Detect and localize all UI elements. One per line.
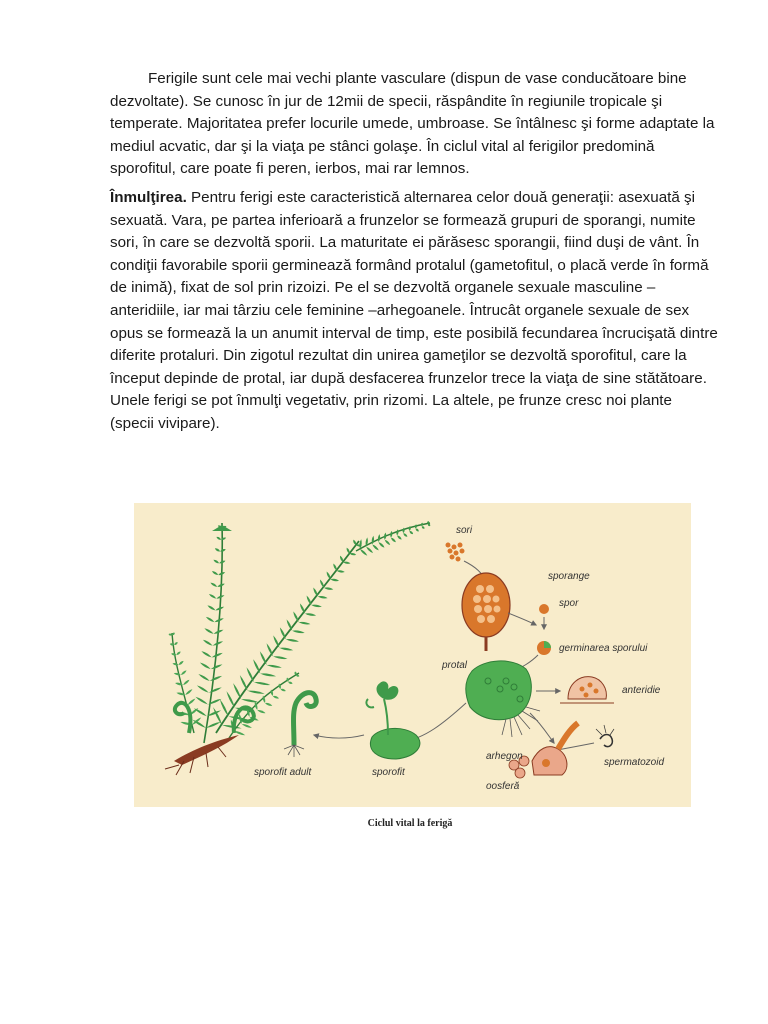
label-protal: protal <box>442 660 468 671</box>
label-arhegon: arhegon <box>486 751 523 762</box>
sporange-illustration <box>462 571 590 651</box>
fern-pinna <box>210 583 217 587</box>
fern-pinna <box>287 619 293 630</box>
fern-pinna <box>172 663 178 665</box>
fern-pinna <box>248 691 265 694</box>
figure-caption: Ciclul vital la ferigă <box>367 818 453 829</box>
label-sori: sori <box>456 525 473 536</box>
spor-illustration <box>539 598 579 629</box>
fern-pinna <box>340 556 343 563</box>
fern-pinna <box>279 648 293 651</box>
fern-pinna <box>204 628 213 634</box>
fern-pinna <box>203 640 213 646</box>
anteridie-illustration <box>560 677 661 703</box>
fern-pinna <box>233 683 241 699</box>
fern-pinna <box>333 564 337 571</box>
fern-pinna <box>200 663 211 670</box>
fern-pinna <box>327 572 331 580</box>
fern-pinna <box>378 534 380 542</box>
fern-pinna <box>337 570 345 572</box>
fern-pinna <box>300 603 305 613</box>
life-cycle-diagram <box>134 503 691 807</box>
fern-pinna <box>201 651 211 657</box>
fern-pinna <box>353 540 356 545</box>
fern-pinna <box>176 652 180 655</box>
sori-illustration <box>446 525 487 581</box>
fern-pinna <box>343 562 350 564</box>
fern-pinna <box>226 691 234 708</box>
fern-pinna <box>402 528 404 534</box>
fern-pinna <box>174 673 181 676</box>
fern-pinna <box>181 670 187 675</box>
fern-pinna <box>299 622 311 625</box>
fern-pinna <box>422 526 425 529</box>
fern-pinna <box>384 533 386 540</box>
fern-pinna <box>197 685 209 692</box>
fern-pinna <box>293 611 298 622</box>
label-oosfera: oosferă <box>486 781 520 792</box>
fern-pinna <box>324 587 333 589</box>
paragraph-reproduction <box>110 187 720 436</box>
fern-pinna <box>174 642 177 645</box>
fern-pinna <box>428 524 430 526</box>
fern-pinna <box>218 572 225 575</box>
fern-pinna <box>242 724 252 728</box>
fern-pinna <box>288 682 292 684</box>
fern-pinna <box>372 544 378 550</box>
fern-pinna <box>320 579 324 587</box>
fern-pinna <box>265 703 272 706</box>
fern-pinna <box>217 584 224 587</box>
arrow-to-adult <box>314 735 364 738</box>
fern-pinna <box>379 542 385 548</box>
fern-pinna <box>330 579 339 581</box>
fern-pinna <box>421 523 423 527</box>
fern-pinna <box>281 689 286 692</box>
fern-pinna <box>240 675 248 691</box>
fern-pinna <box>307 595 312 605</box>
fern-pinna <box>273 696 279 699</box>
label-sporofit: sporofit <box>372 767 405 778</box>
fern-pinna <box>273 656 287 659</box>
section-heading: Înmulţirea. <box>110 188 187 206</box>
fern-pinna <box>347 548 350 554</box>
fern-pinna <box>260 673 276 676</box>
label-spermatozoid: spermatozoid <box>604 757 665 768</box>
fern-pinna <box>286 639 299 642</box>
fern-pinna <box>213 707 222 725</box>
fern-pinna <box>267 643 274 656</box>
fern-pinna <box>247 667 254 682</box>
fern-pinna <box>403 533 407 537</box>
fern-pinna <box>210 676 222 681</box>
paragraph-intro: Ferigile sunt cele mai vechi plante vasculare (dispun de vase conducătoare bine dezvoltate). Se cunosc în jur de 12mii de specii, răspândite în regiunile tropicale şi temperate. Majoritatea prefer locurile umede, umbroase. Se întâlnesc şi forme adaptate la mediul acvatic, dar şi la viaţa pe stânci golaşe. În ciclul vital al ferigilor predomină sporofitul, care poate fi peren, ierbos, mai rar lemnos. <box>110 70 715 178</box>
fern-pinna <box>209 687 222 692</box>
fern-pinna <box>385 540 390 545</box>
fern-pinna <box>409 531 413 534</box>
paragraph-reproduction-text: Pentru ferigi este caracteristică alternarea celor două generaţii: asexuată şi sexuată. Vara, pe partea inferioară a frunzelor se formează grupuri de sporangi, numite sori, în care se dezvoltă sporii. La maturitate ei părăsesc sporangii, fiind duşi de vânt. În condiţii favorabile sporii germinează formând protalul (gametofitul, o placă verde în formă de inimă), fixat de sol prin rizoizi. Pe el se dezvoltă organele sexuale masculine – anteridiile, iar mai târziu cele feminine –arhegoanele. Întrucât organele sexuale de sex opus se formează la un anumit interval de timp, este posibilă fecundarea încrucişată dintre diferite protaluri. Din zigotul rezultat din unirea gameţilor se dezvoltă sporofitul, care la început depinde de protal, iar după desfacerea frunzelor trece la viaţa de sine stătătoare. Unele ferigi se pot înmulţi vegetativ, prin rizomi. La altele, pe frunze cresc noi plante (specii vivipare). <box>110 188 718 432</box>
fern-pinna <box>212 653 223 658</box>
fern-pinna <box>292 630 304 633</box>
fern-pinna <box>220 549 226 552</box>
fern-pinna <box>396 529 398 535</box>
fern-life-cycle-figure <box>134 503 691 807</box>
label-sporange: sporange <box>548 571 590 582</box>
fern-pinna <box>212 571 218 575</box>
fern-pinna <box>213 560 219 564</box>
fern-pinna <box>241 699 259 702</box>
fern-pinna <box>209 594 216 599</box>
fern-pinna <box>198 674 209 681</box>
fern-pinna <box>296 675 299 677</box>
fern-pinna <box>253 659 260 673</box>
fern-pinna <box>206 617 215 622</box>
fern-pinna <box>211 664 223 669</box>
document-body <box>110 68 720 442</box>
fern-pinna <box>206 722 221 728</box>
fern-pinna <box>416 529 419 532</box>
fern-pinna <box>179 661 184 665</box>
fern-pinna <box>390 531 392 538</box>
fern-pinna <box>207 605 215 610</box>
spore-germination-illustration <box>514 641 648 671</box>
fern-pinna <box>185 689 192 695</box>
fern-pinna <box>254 682 270 685</box>
fern-pinna <box>313 587 317 596</box>
fern-pinna <box>171 653 176 655</box>
fern-pinna <box>294 672 296 675</box>
fern-pinna <box>257 710 265 713</box>
large-fern-illustration <box>165 523 362 775</box>
young-sporofit-illustration <box>366 681 420 778</box>
arhegon-illustration <box>486 723 578 792</box>
fern-pinna <box>216 537 221 540</box>
fern-pinna <box>280 627 286 639</box>
label-germinarea: germinarea sporului <box>559 643 648 654</box>
fern-pinna <box>267 665 282 668</box>
fern-pinna <box>273 635 279 648</box>
fern-pinna <box>311 605 322 608</box>
fern-pinna <box>350 553 357 555</box>
adult-sporofit-illustration <box>254 693 316 778</box>
label-anteridie: anteridie <box>622 685 661 696</box>
fern-pinna <box>391 538 396 543</box>
label-sporofit-adult: sporofit adult <box>254 767 312 778</box>
fern-pinna <box>372 536 374 545</box>
fern-pinna <box>415 524 417 528</box>
fern-pinna <box>220 699 229 716</box>
frond-leaflet-illustration <box>356 521 430 556</box>
label-spor: spor <box>559 598 579 609</box>
fern-pinna <box>318 596 328 598</box>
fern-pinna <box>215 548 220 551</box>
fern-pinna <box>183 680 189 685</box>
fern-pinna <box>397 535 402 539</box>
fern-pinna <box>305 613 316 616</box>
fern-pinna <box>366 547 373 553</box>
fern-pinna <box>360 549 367 556</box>
protal-illustration <box>441 660 560 743</box>
fern-pinna <box>188 699 196 705</box>
fern-pinna <box>219 561 225 564</box>
fern-pinna <box>195 697 208 705</box>
fern-pinna <box>260 651 267 665</box>
